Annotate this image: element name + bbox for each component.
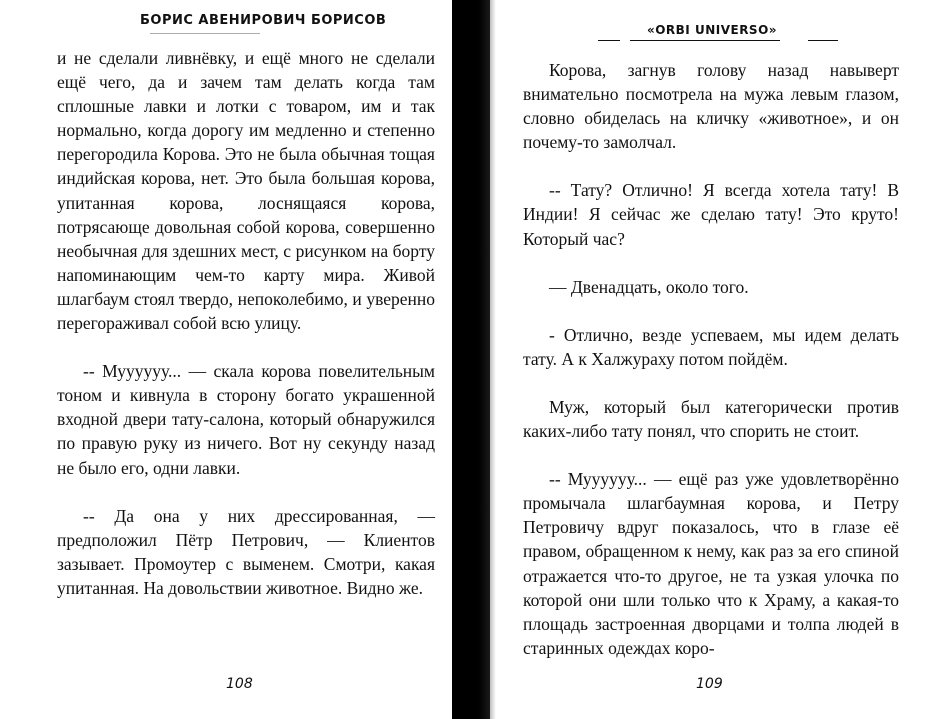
head-rule-left <box>150 33 260 34</box>
paragraph: и не сделали ливнёвку, и ещё много не сделали ещё чего, да и зачем там делать когда там сплошные лавки и лотки с товаром, им и так нормально, когда дорогу им медленно и степенно перегородила Корова. Это не была обычная тощая индийская корова, нет. Это была большая корова, упитанная корова, лоснящаяся корова, потрясающе довольная собой корова, совершенно необычная для здешних мест, с рисунком на борту напоминающим чем-то карту мира. Живой шлагбаум стоял твердо, непоколебимо, и уверенно перегораживал собой всю улицу. <box>57 48 435 334</box>
paragraph: -- Муууууу... — ещё раз уже удовлетворённо промычала шлагбаумная корова, и Петру Петровичу вдруг показалось, что в глазе её правом, обращенном к нему, как раз за его спиной отражается что-то другое, не та узкая улочка по которой они шли только что к Храму, а какая-то площадь застроенная дворцами и толпа людей в старинных одеждах коро- <box>523 469 899 658</box>
paragraph: -- Тату? Отлично! Я всегда хотела тату! В Индии! Я сейчас же сделаю тату! Это круто! Который час? <box>523 180 899 249</box>
paragraph: Корова, загнув голову назад навыверт внимательно посмотрела на мужа левым глазом, словно обиделась на кличку «животное», и он почему-то замолчал. <box>523 60 899 153</box>
paragraph: -- Да она у них дрессированная, — предположил Пётр Петрович, — Клиентов зазывает. Промоутер с выменем. Смотри, какая упитанная. На довольствии животное. Видно же. <box>57 505 435 598</box>
book-gutter <box>452 0 490 719</box>
gutter-shadow <box>490 0 496 719</box>
paragraph: -- Муууууу... — скала корова повелительным тоном и кивнула в сторону богато украшенной входной двери тату-салона, который обнаружился по правую руку из ничего. Вот ну секунду назад не было его, одни лавки. <box>57 361 435 478</box>
paragraph: - Отлично, везде успеваем, мы идем делать тату. А к Халжураху потом пойдём. <box>523 324 899 369</box>
left-page-body <box>57 46 435 600</box>
left-page <box>0 0 452 719</box>
head-rule-right-b <box>630 40 780 41</box>
right-page-body <box>523 58 899 660</box>
right-page <box>490 0 932 719</box>
page-number-right: 109 <box>696 676 723 692</box>
paragraph: — Двенадцать, около того. <box>549 276 749 297</box>
running-head-left: БОРИС АВЕНИРОВИЧ БОРИСОВ <box>140 13 387 28</box>
paragraph: Муж, который был категорически против каких-либо тату понял, что спорить не стоит. <box>523 396 899 442</box>
running-head-right: «ORBI UNIVERSO» <box>638 23 786 37</box>
head-rule-right-c <box>808 40 838 41</box>
head-rule-right-a <box>598 40 620 41</box>
page-number-left: 108 <box>226 676 253 692</box>
